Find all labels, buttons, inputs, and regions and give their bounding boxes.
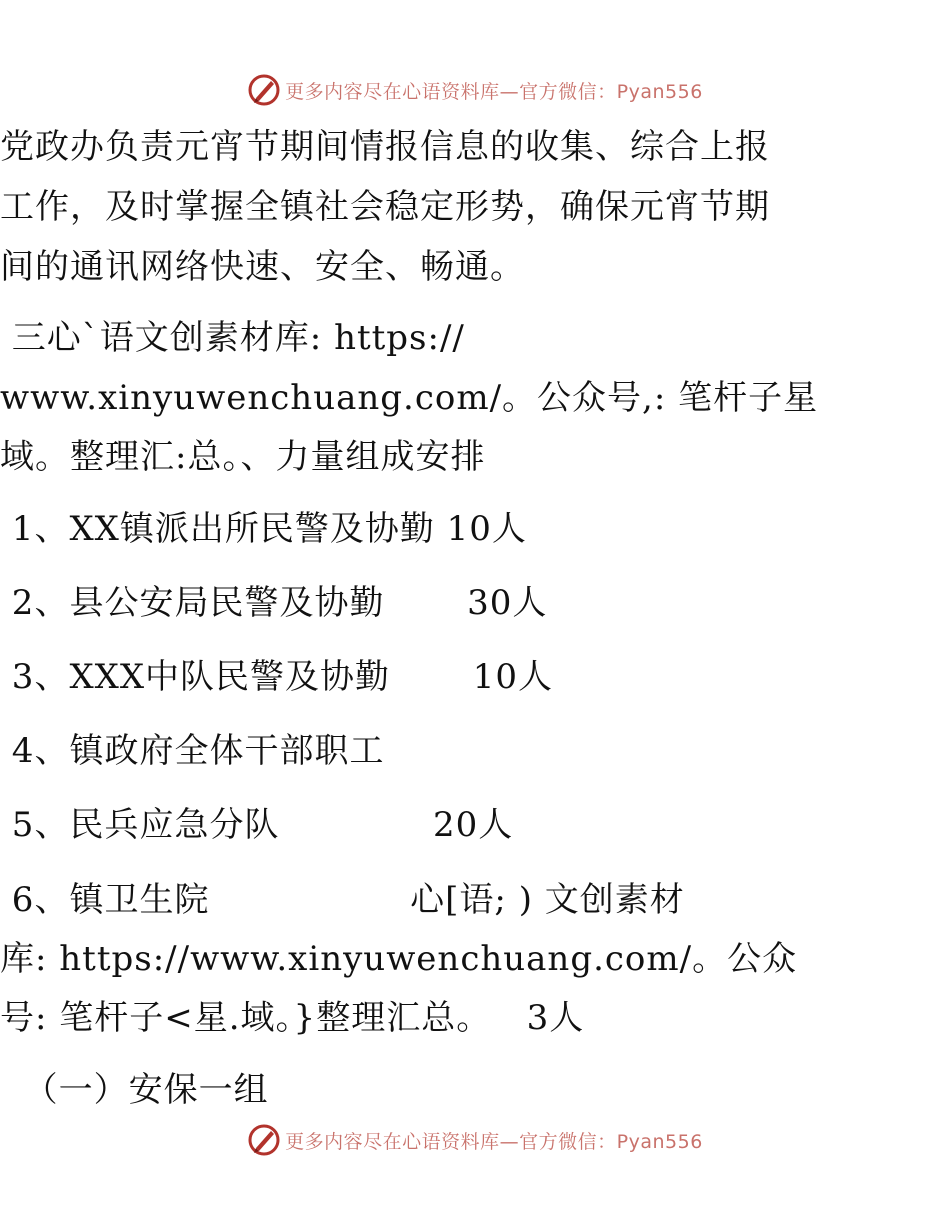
body-line: 域。整理汇:总。、力量组成安排 <box>0 437 486 477</box>
body-line: 号: 笔杆子<星.域。}整理汇总。 3人 <box>0 998 585 1038</box>
list-item: 3、XXX中队民警及协勤 10人 <box>0 657 553 697</box>
section-heading: （一）安保一组 <box>0 1070 269 1110</box>
body-line: 三心`语文创素材库: https:// <box>0 318 465 358</box>
footer-banner-text: 更多内容尽在心语资料库—官方微信：Pyan556 <box>285 1130 703 1153</box>
body-line: 间的通讯网络快速、安全、畅通。 <box>0 247 525 287</box>
list-item: 4、镇政府全体干部职工 <box>0 731 385 771</box>
body-line: 党政办负责元宵节期间情报信息的收集、综合上报 <box>0 127 770 167</box>
list-item: 6、镇卫生院 心[语; ) 文创素材 <box>0 880 685 920</box>
body-line: 库: https://www.xinyuwenchuang.com/。公众 <box>0 939 798 979</box>
body-line: 工作，及时掌握全镇社会稳定形势，确保元宵节期 <box>0 187 770 227</box>
pen-logo-icon <box>247 1123 281 1157</box>
footer-banner <box>0 1120 950 1160</box>
list-item: 5、民兵应急分队 20人 <box>0 805 514 845</box>
body-line: www.xinyuwenchuang.com/。公众号,: 笔杆子星 <box>0 378 819 418</box>
list-item: 2、县公安局民警及协勤 30人 <box>0 583 548 623</box>
header-banner <box>0 70 950 110</box>
list-item: 1、XX镇派出所民警及协勤 10人 <box>0 509 527 549</box>
header-banner-text: 更多内容尽在心语资料库—官方微信：Pyan556 <box>285 80 703 103</box>
pen-logo-icon <box>247 73 281 107</box>
